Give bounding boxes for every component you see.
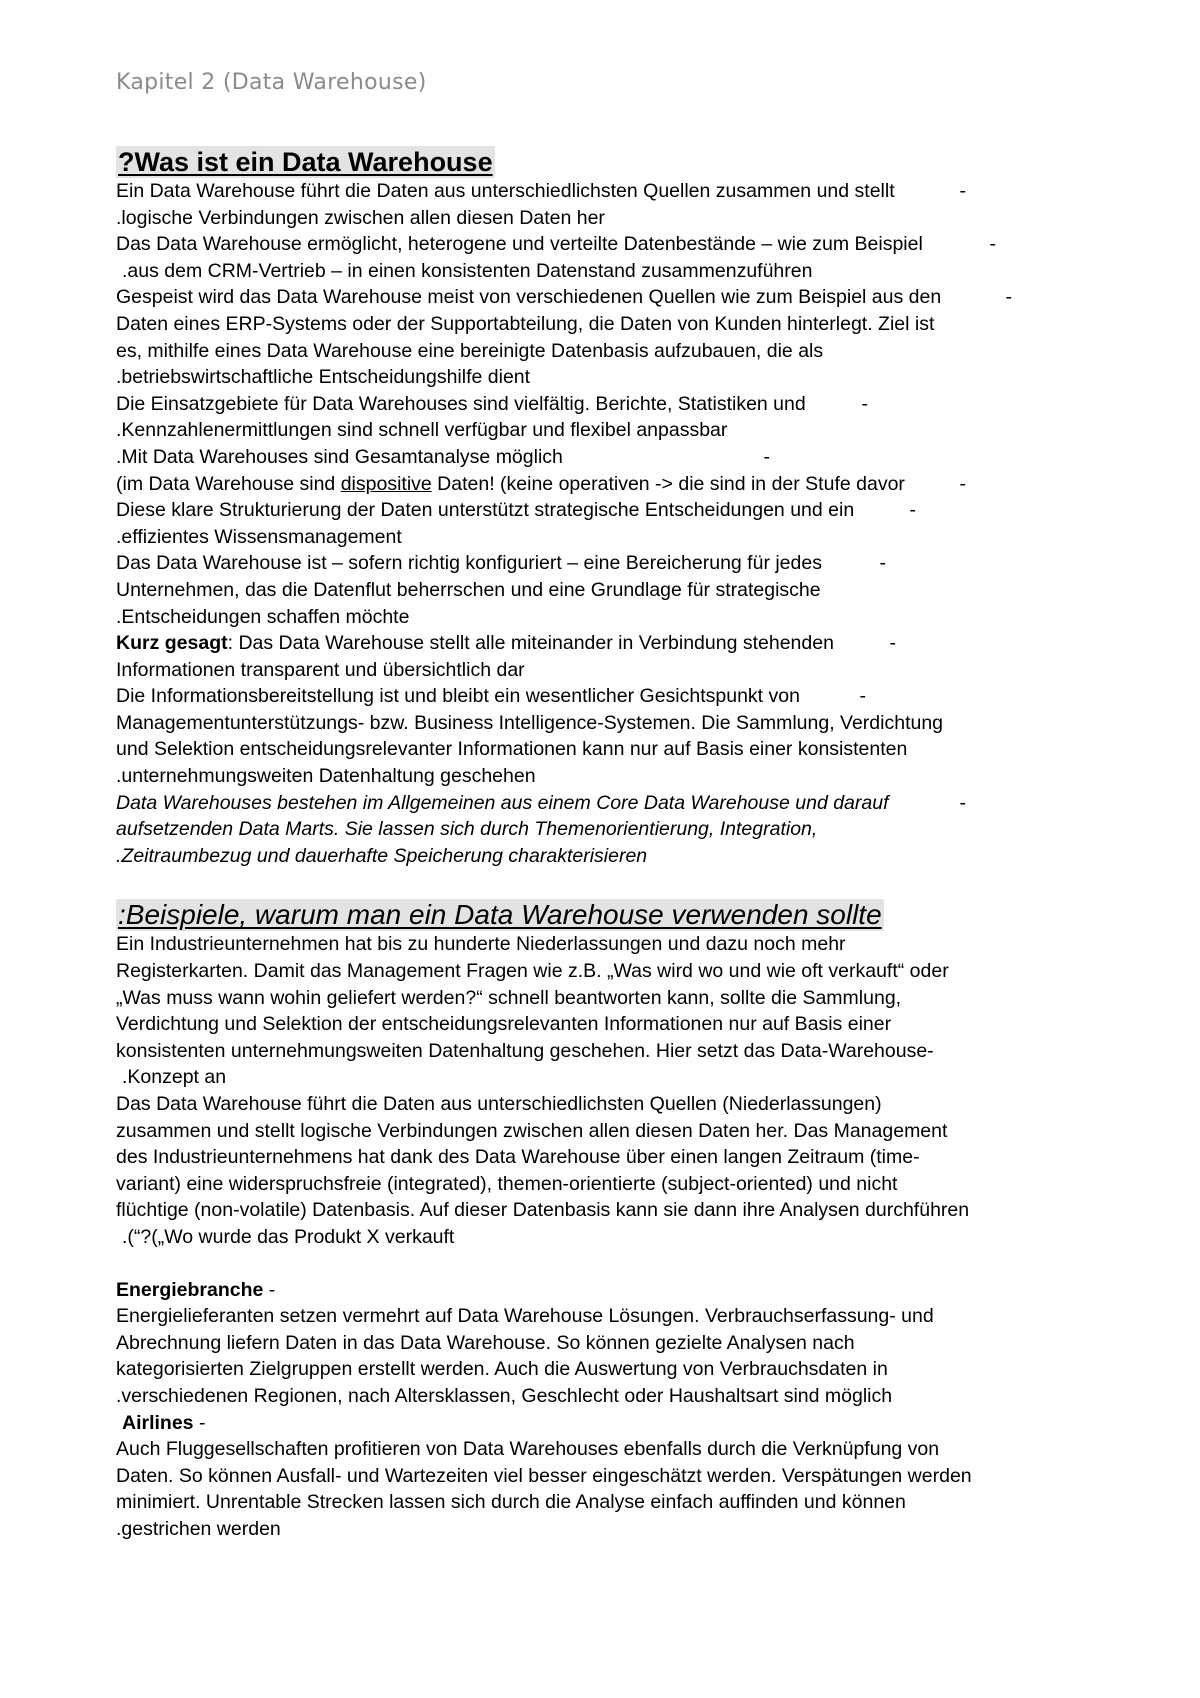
paragraph-9 bbox=[116, 630, 1096, 683]
paragraph-line: .Entscheidungen schaffen möchte bbox=[116, 605, 410, 628]
paragraph-line: des Industrieunternehmens hat dank des Data Warehouse über einen langen Zeitraum (time- bbox=[116, 1146, 920, 1169]
paragraph-line: konsistenten unternehmungsweiten Datenhaltung geschehen. Hier setzt das Data-Warehouse- bbox=[116, 1039, 934, 1062]
dash-marker: - bbox=[909, 499, 916, 522]
paragraph-line: Daten. So können Ausfall- und Wartezeiten viel besser eingeschätzt werden. Verspätungen werden bbox=[116, 1464, 972, 1487]
paragraph-8 bbox=[116, 550, 1096, 630]
paragraph-line: .Kennzahlenermittlungen sind schnell verfügbar und flexibel anpassbar bbox=[116, 419, 728, 442]
paragraph-line: Das Data Warehouse ermöglicht, heterogene und verteilte Datenbestände – wie zum Beispiel - bbox=[116, 231, 1096, 258]
paragraph-line: und Selektion entscheidungsrelevanter Informationen kann nur auf Basis einer konsistenten bbox=[116, 738, 908, 761]
dash-marker: - bbox=[959, 180, 966, 202]
paragraph-line: variant) eine widerspruchsfreie (integrated), themen-orientierte (subject-oriented) und nicht bbox=[116, 1172, 898, 1195]
paragraph-line: .Zeitraumbezug und dauerhafte Speicherung charakterisieren bbox=[116, 844, 648, 867]
paragraph-5 bbox=[116, 444, 1096, 471]
paragraph-11 bbox=[116, 790, 1096, 870]
dash-marker: - bbox=[861, 392, 868, 415]
paragraph-beispiel-1 bbox=[116, 931, 1096, 1091]
paragraph-line: Energielieferanten setzen vermehrt auf Data Warehouse Lösungen. Verbrauchserfassung- und bbox=[116, 1305, 934, 1328]
paragraph-7 bbox=[116, 497, 1096, 550]
paragraph-line: Gespeist wird das Data Warehouse meist von verschiedenen Quellen wie zum Beispiel aus den - bbox=[116, 284, 1096, 311]
kurz-gesagt-label: Kurz gesagt bbox=[116, 632, 228, 655]
section-heading-was-ist: ?Was ist ein Data Warehouse bbox=[118, 147, 493, 177]
dash-marker: - bbox=[889, 632, 896, 655]
paragraph-line: kategorisierten Zielgruppen erstellt werden. Auch die Auswertung von Verbrauchsdaten in bbox=[116, 1358, 888, 1381]
dash-marker: - bbox=[959, 472, 966, 495]
paragraph-line: flüchtige (non-volatile) Datenbasis. Auf dieser Datenbasis kann sie dann ihre Analysen durchführen bbox=[116, 1199, 970, 1222]
paragraph-line: Das Data Warehouse ist – sofern richtig konfiguriert – eine Bereicherung für jedes - bbox=[116, 550, 1096, 577]
paragraph-line: .effizientes Wissensmanagement bbox=[116, 525, 402, 548]
paragraph-line: Unternehmen, das die Datenflut beherrschen und eine Grundlage für strategische bbox=[116, 578, 821, 601]
subheading-energiebranche: Energiebranche - bbox=[116, 1278, 276, 1301]
paragraph-line: .Konzept an bbox=[122, 1066, 227, 1089]
paragraph-line: „Was muss wann wohin geliefert werden?“ schnell beantworten kann, sollte die Sammlung, bbox=[116, 986, 902, 1009]
paragraph-line: Abrechnung liefern Daten in das Data Warehouse. So können gezielte Analysen nach bbox=[116, 1331, 855, 1354]
page-header-title: Kapitel 2 (Data Warehouse) bbox=[116, 70, 427, 95]
paragraph-line: (im Data Warehouse sind dispositive Daten! (keine operativen -> die sind in der Stufe davor - bbox=[116, 471, 1096, 498]
dash-marker: - bbox=[859, 685, 866, 708]
paragraph-line: .betriebswirtschaftliche Entscheidungshilfe dient bbox=[116, 366, 531, 389]
paragraph-line: .aus dem CRM-Vertrieb – in einen konsistenten Datenstand zusammenzuführen bbox=[122, 259, 813, 282]
paragraph-line: Die Einsatzgebiete für Data Warehouses sind vielfältig. Berichte, Statistiken und - bbox=[116, 391, 1096, 418]
paragraph-1 bbox=[116, 178, 1096, 231]
paragraph-line: .unternehmungsweiten Datenhaltung geschehen bbox=[116, 765, 536, 788]
paragraph-10 bbox=[116, 683, 1096, 789]
section-heading-beispiele: :Beispiele, warum man ein Data Warehouse verwenden sollte bbox=[118, 899, 882, 931]
dash-marker: - bbox=[959, 791, 966, 814]
dash-marker: - bbox=[989, 233, 996, 256]
paragraph-line: Verdichtung und Selektion der entscheidungsrelevanten Informationen nur auf Basis einer bbox=[116, 1013, 892, 1036]
paragraph-line: Das Data Warehouse führt die Daten aus unterschiedlichsten Quellen (Niederlassungen) bbox=[116, 1093, 882, 1115]
paragraph-2 bbox=[116, 231, 1096, 284]
paragraph-line: Auch Fluggesellschaften profitieren von Data Warehouses ebenfalls durch die Verknüpfung von bbox=[116, 1438, 940, 1461]
paragraph-energiebranche bbox=[116, 1277, 1096, 1410]
spacer bbox=[116, 1251, 1096, 1277]
paragraph-line: Die Informationsbereitstellung ist und bleibt ein wesentlicher Gesichtspunkt von - bbox=[116, 683, 1096, 710]
paragraph-6 bbox=[116, 471, 1096, 498]
paragraph-line: aufsetzenden Data Marts. Sie lassen sich durch Themenorientierung, Integration, bbox=[116, 818, 818, 841]
paragraph-line: .Mit Data Warehouses sind Gesamtanalyse möglich - bbox=[116, 444, 1096, 471]
paragraph-line: Ein Data Warehouse führt die Daten aus unterschiedlichsten Quellen zusammen und stellt - bbox=[116, 178, 1096, 205]
paragraph-line: Registerkarten. Damit das Management Fragen wie z.B. „Was wird wo und wie oft verkauft“ oder bbox=[116, 960, 949, 983]
paragraph-line: Kurz gesagt: Das Data Warehouse stellt alle miteinander in Verbindung stehenden - bbox=[116, 630, 1096, 657]
paragraph-line: .verschiedenen Regionen, nach Altersklassen, Geschlecht oder Haushaltsart sind möglich bbox=[116, 1384, 893, 1407]
paragraph-line: Informationen transparent und übersichtlich dar bbox=[116, 658, 525, 681]
paragraph-line: Data Warehouses bestehen im Allgemeinen aus einem Core Data Warehouse und darauf - bbox=[116, 790, 1096, 817]
subheading-airlines: Airlines - bbox=[122, 1411, 206, 1434]
paragraph-line: Daten eines ERP-Systems oder der Supportabteilung, die Daten von Kunden hinterlegt. Ziel ist bbox=[116, 312, 935, 335]
paragraph-beispiel-2 bbox=[116, 1091, 1096, 1251]
paragraph-airlines bbox=[116, 1410, 1096, 1543]
paragraph-line: .(“?(„Wo wurde das Produkt X verkauft bbox=[122, 1225, 455, 1248]
paragraph-3 bbox=[116, 284, 1096, 390]
dash-marker: - bbox=[763, 445, 770, 468]
paragraph-line: Managementunterstützungs- bzw. Business Intelligence-Systemen. Die Sammlung, Verdichtung bbox=[116, 711, 944, 734]
paragraph-line: Diese klare Strukturierung der Daten unterstützt strategische Entscheidungen und ein - bbox=[116, 497, 1096, 524]
dash-marker: - bbox=[1005, 286, 1012, 309]
paragraph-line: es, mithilfe eines Data Warehouse eine bereinigte Datenbasis aufzubauen, die als bbox=[116, 339, 824, 362]
paragraph-line: zusammen und stellt logische Verbindungen zwischen allen diesen Daten her. Das Management bbox=[116, 1119, 948, 1142]
paragraph-line: Ein Industrieunternehmen hat bis zu hunderte Niederlassungen und dazu noch mehr bbox=[116, 933, 846, 956]
paragraph-line: .gestrichen werden bbox=[116, 1517, 281, 1540]
paragraph-line: .logische Verbindungen zwischen allen diesen Daten her bbox=[116, 206, 605, 229]
document-body bbox=[116, 146, 1096, 1543]
dash-marker: - bbox=[879, 552, 886, 575]
paragraph-4 bbox=[116, 391, 1096, 444]
paragraph-line: minimiert. Unrentable Strecken lassen sich durch die Analyse einfach auffinden und können bbox=[116, 1491, 906, 1514]
underlined-term: dispositive bbox=[340, 472, 432, 495]
